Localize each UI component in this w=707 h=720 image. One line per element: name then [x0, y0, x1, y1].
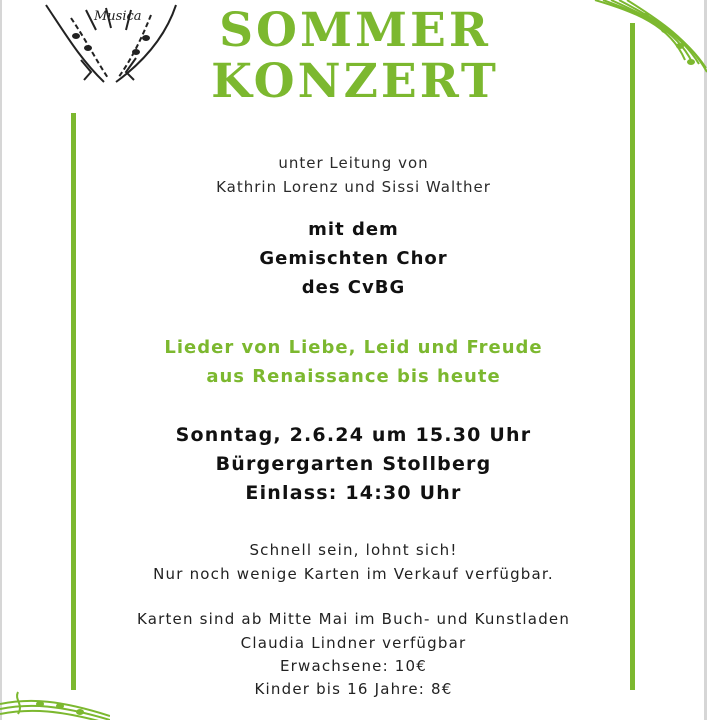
ticket-price-children: Kinder bis 16 Jahre: 8€: [254, 680, 453, 698]
conductors: Kathrin Lorenz und Sissi Walther: [216, 178, 491, 196]
hurry-line-2: Nur noch wenige Karten im Verkauf verfügbar.: [153, 565, 554, 583]
choir-line-3: des CvBG: [301, 277, 406, 298]
event-date-time: Sonntag, 2.6.24 um 15.30 Uhr: [175, 424, 532, 446]
program-line-2: aus Renaissance bis heute: [206, 366, 501, 387]
music-staff-decoration-icon: [575, 0, 707, 90]
choir-line-1: mit dem: [308, 219, 399, 240]
title-line-1: SOMMER: [219, 3, 491, 58]
tickets-line-1: Karten sind ab Mitte Mai im Buch- und Kunstladen: [136, 610, 571, 628]
title-line-2: KONZERT: [211, 54, 499, 109]
logo-script-text: Musica: [94, 9, 142, 24]
direction-intro: unter Leitung von: [278, 154, 429, 172]
event-admission: Einlass: 14:30 Uhr: [245, 482, 462, 504]
hurry-line-1: Schnell sein, lohnt sich!: [249, 541, 458, 559]
ticket-price-adults: Erwachsene: 10€: [279, 657, 428, 675]
choir-line-2: Gemischten Chor: [259, 248, 448, 269]
program-line-1: Lieder von Liebe, Leid und Freude: [164, 337, 543, 358]
event-venue: Bürgergarten Stollberg: [215, 453, 492, 475]
tickets-line-2: Claudia Lindner verfügbar: [240, 634, 467, 652]
green-vertical-line-left: [71, 113, 76, 690]
